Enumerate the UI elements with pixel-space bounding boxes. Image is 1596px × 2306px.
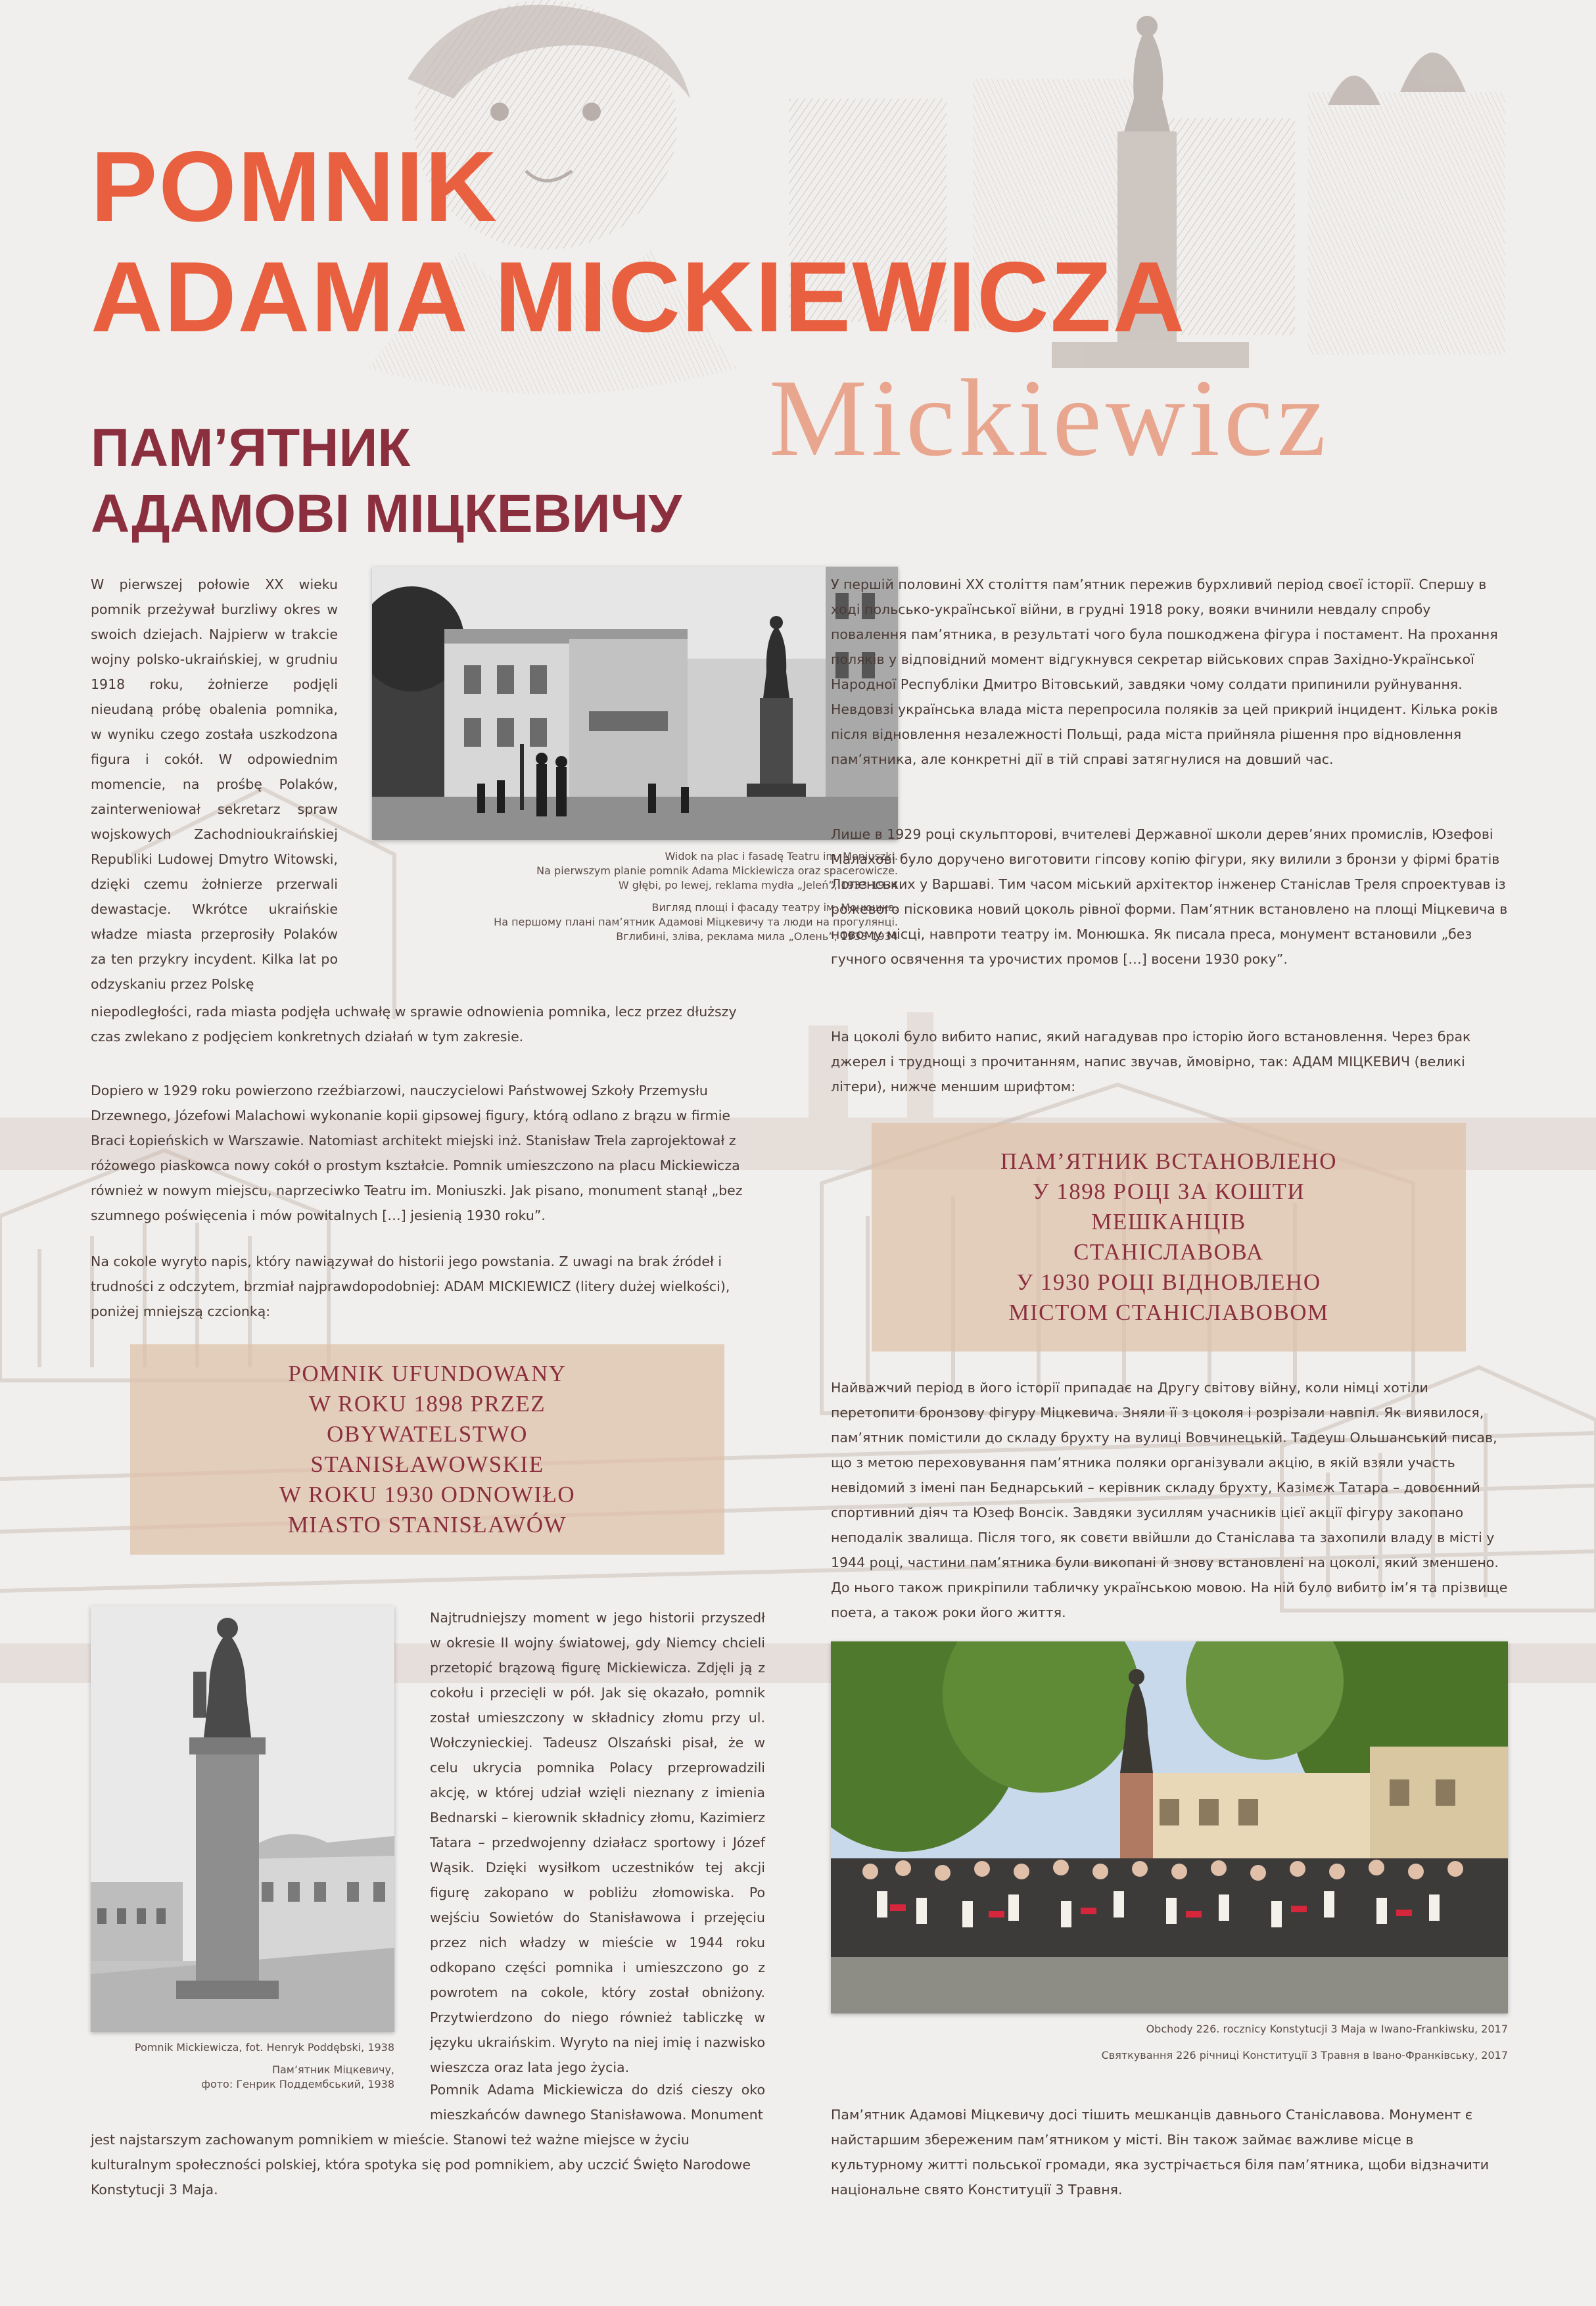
pl-paragraph-2: Dopiero w 1929 roku powierzono rzeźbiarzowi, nauczycielowi Państwowej Szkoły Przemysłu Drzewnego, Józefowi Malachowi wykonanie kopii gipsowej figury, którą odlano z brązu w firmie Braci Łopieńskich w Warszawie. Natomiast architekt miejski inż. Stanisław Trela zaprojektował z różowego piaskowca nowy cokół o prostym kształcie. Pomnik umieszczono na placu Mickiewicza również w nowym miejscu, naprzeciwko Teatru im. Moniuszki. Jak pisano, monument stanął „bez szumnego poświęcenia i mów powitalnych […] jesienią 1930 roku”. [91, 1083, 743, 1223]
photo-celebration-2017 [831, 1641, 1508, 2013]
caption-theatre-pl-1: Widok na plac i fasadę Teatru im. Moniuszki. [665, 850, 898, 862]
caption-1938-ua-1: Пам’ятник Міцкевичу, [271, 2063, 394, 2076]
caption-2017-ua: Святкування 226 річниці Конституції 3 Травня в Івано-Франківську, 2017 [1101, 2049, 1508, 2061]
title-ukrainian-line2: АДАМОВІ МІЦКЕВИЧУ [91, 484, 682, 544]
caption-1938-ua-2: фото: Генрик Поддембський, 1938 [201, 2078, 394, 2090]
pl-paragraph-5: Pomnik Adama Mickiewicza do dziś cieszy oko mieszkańców dawnego Stanisławowa. Monument [430, 2082, 765, 2123]
ua-paragraph-4: Найважчий період в його історії припадає на Другу світову війну, коли німці хотіли перетопити бронзову фігуру Міцкевича. Зняли її з цоколя і розрізали навпіл. Як виявилося, пам’ятник помістили до складу брухту на вулиці Вовчинецькій. Тадеуш Ольшанський писав, що з метою переховування пам’ятника поляки організували акцію, в якій взяли участь невідомий з імені пан Беднарський – керівник складу брухту, Казімєж Татара – довоєнний спортивний діяч та Юзеф Вонсік. Завдяки зусиллям учасників цієї акції фігуру закопано неподалік звалища. Після того, як совєти ввійшли до Станіслава та захопили владу в місті у 1944 році, частини пам’ятника були викопані й знову встановлені на цоколі, який зменшено. До нього також прикріпили табличку українською мовою. На ній було вибито ім’я та прізвище поета, а також роки його життя. [831, 1380, 1508, 1620]
pl-paragraph-4: Najtrudniejszy moment w jego historii przyszedł w okresie II wojny światowej, gdy Niemcy chcieli przetopić brązową figurę Mickiewicza. Zdjęli ją z cokołu i przecięli w pół. Jak się okazało, pomnik został umieszczony w składnicy złomu przy ul. Wołczynieckiej. Tadeusz Olszański pisał, że w celu ukrycia pomnika Polacy przeprowadzili akcję, w której udział wzięli nieznany z imienia Bednarski – kierownik składnicy złomu, Kazimierz Tatara – przedwojenny działacz sportowy i Józef Wąsik. Dzięki wysiłkom uczestników tej akcji figurę zakopano w pobliżu złomowiska. Po wejściu Sowietów do Stanisławowa i przejęciu przez nich władzy w mieście w 1944 roku odkopano części pomnika i umieszczono go z powrotem na cokole, który został obniżony. Przytwierdzono do niego również tabliczkę w języku ukraińskim. Wyryto na niej imię i nazwisko wieszcza oraz lata jego życia. [430, 1610, 765, 2075]
caption-theatre-ua-2: На першому плані пам’ятник Адамові Міцкевичу та люди на прогулянці. [494, 916, 898, 928]
title-polish-line2: ADAMA MICKIEWICZA [91, 241, 1186, 353]
pl-paragraph-1-tail: niepodległości, rada miasta podjęła uchwałę w sprawie odnowienia pomnika, lecz przez dłuższy czas zwlekano z podjęciem konkretnych działań w tym zakresie. [91, 1004, 737, 1045]
decorative-surname: Mickiewicz [769, 357, 1330, 479]
title-ukrainian-line1: ПАМ’ЯТНИК [91, 418, 411, 478]
caption-2017-pl: Obchody 226. rocznicy Konstytucji 3 Maja w Iwano-Frankiwsku, 2017 [1146, 2023, 1508, 2035]
pl-paragraph-5-tail: jest najstarszym zachowanym pomnikiem w mieście. Stanowi też ważne miejsce w życiu kulturalnym społeczności polskiej, która spotyka się pod pomnikiem, aby uczcić Święto Narodowe Konstytucji 3 Maja. [91, 2132, 751, 2198]
photo-theatre-square [372, 567, 898, 840]
ua-paragraph-5: Пам’ятник Адамові Міцкевичу досі тішить мешканців давнього Станіславова. Монумент є найстаршим збереженим пам’ятником у місті. Він також займає важливе місце в культурному житті польської громади, яка зустрічається біля пам’ятника, щоби відзначити національне свято Конституції 3 Травня. [831, 2107, 1490, 2198]
plaque-polish [130, 1344, 724, 1555]
caption-theatre-pl-3: W głębi, po lewej, reklama mydła „Jeleń”, 1933-1934 [618, 879, 898, 891]
pl-paragraph-1: W pierwszej połowie XX wieku pomnik przeżywał burzliwy okres w swoich dziejach. Najpierw w trakcie wojny polsko-ukraińskiej, w grudniu 1918 roku, żołnierze podjęli nieudaną próbę obalenia pomnika, w wyniku czego została uszkodzona figura i cokół. W odpowiednim momencie, na prośbę Polaków, zainterweniował sekretarz spraw wojskowych Zachodnioukraińskiej Republiki Ludowej Dmytro Witowski, dzięki czemu żołnierze przerwali dewastacje. Wkrótce ukraińskie władze miasta przeprosiły Polaków za ten przykry incydent. Kilka lat po odzyskaniu przez Polskę [91, 576, 338, 992]
title-polish-line1: POMNIK [91, 131, 498, 243]
caption-1938 [91, 2040, 394, 2092]
caption-2017 [831, 2022, 1508, 2063]
caption-1938-pl: Pomnik Mickiewicza, fot. Henryk Poddębski, 1938 [134, 2041, 394, 2054]
plaque-ukrainian-text: ПАМ’ЯТНИК ВСТАНОВЛЕНО У 1898 РОЦІ ЗА КОШТИ МЕШКАНЦІВ СТАНІСЛАВОВА У 1930 РОЦІ ВІДНОВЛЕНО МІСТОМ СТАНІСЛАВОВОМ [1000, 1148, 1338, 1325]
pl-paragraph-3: Na cokole wyryto napis, który nawiązywał do historii jego powstania. Z uwagi na brak źródeł i trudności z odczytem, brzmiał najprawdopodobniej: ADAM MICKIEWICZ (litery dużej wielkości), poniżej mniejszą czcionką: [91, 1254, 730, 1319]
ua-paragraph-2: Лише в 1929 році скульпторові, вчителеві Державної школи дерев’яних промислів, Юзефові Малахові було доручено виготовити гіпсову копію фігури, яку вилили з бронзи у фірмі братів Лопенських у Варшаві. Тим часом міський архітектор інженер Станіслав Треля спроектував із рожевого пісковика новий цоколь рівної форми. Пам’ятник встановлено на площі Міцкевича в новому місці, навпроти театру ім. Монюшка. Як писала преса, монумент встановили „без гучного освячення та урочистих промов […] восени 1930 року”. [831, 826, 1508, 967]
caption-theatre-ua-3: Вглибині, зліва, реклама мила „Олень”, 1933-1934 [616, 930, 898, 943]
plaque-polish-text: POMNIK UFUNDOWANY W ROKU 1898 PRZEZ OBYWATELSTWO STANISŁAWOWSKIE W ROKU 1930 ODNOWIŁO MIASTO STANISŁAWÓW [279, 1361, 576, 1538]
ua-paragraph-3: На цоколі було вибито напис, який нагадував про історію його встановлення. Через брак джерел і труднощі з прочитанням, напис звучав, ймовірно, так: АДАМ МІЦКЕВИЧ (великі літери), нижче меншим шрифтом: [831, 1029, 1471, 1094]
title-polish [91, 131, 1186, 352]
photo-monument-1938 [91, 1606, 394, 2032]
plaque-ukrainian [872, 1123, 1466, 1352]
title-ukrainian [91, 415, 682, 547]
ua-paragraph-1: У першій половині XX століття пам’ятник пережив бурхливий період своєї історії. Спершу в ході польсько-української війни, в грудні 1918 року, вояки вчинили невдалу спробу повалення пам’ятника, в результаті чого була пошкоджена фігура і постамент. На прохання поляків у відповідний момент відгукнувся секретар військових справ Західно-Української Народної Республіки Дмитро Вітовський, завдяки чому солдати припинили руйнування. Невдовзі українська влада міста перепросила поляків за цей прикрий інцидент. Кілька років після відновлення незалежності Польщі, рада міста прийняла рішення про відновлення пам’ятника, але конкретні дії в тій справі затягнулися на довший час. [831, 576, 1498, 767]
caption-theatre-ua-1: Вигляд площі і фасаду театру ім. Монюшка. [651, 901, 898, 914]
caption-theatre-pl-2: Na pierwszym planie pomnik Adama Mickiewicza oraz spacerowicze. [536, 864, 898, 877]
caption-theatre [372, 849, 898, 944]
